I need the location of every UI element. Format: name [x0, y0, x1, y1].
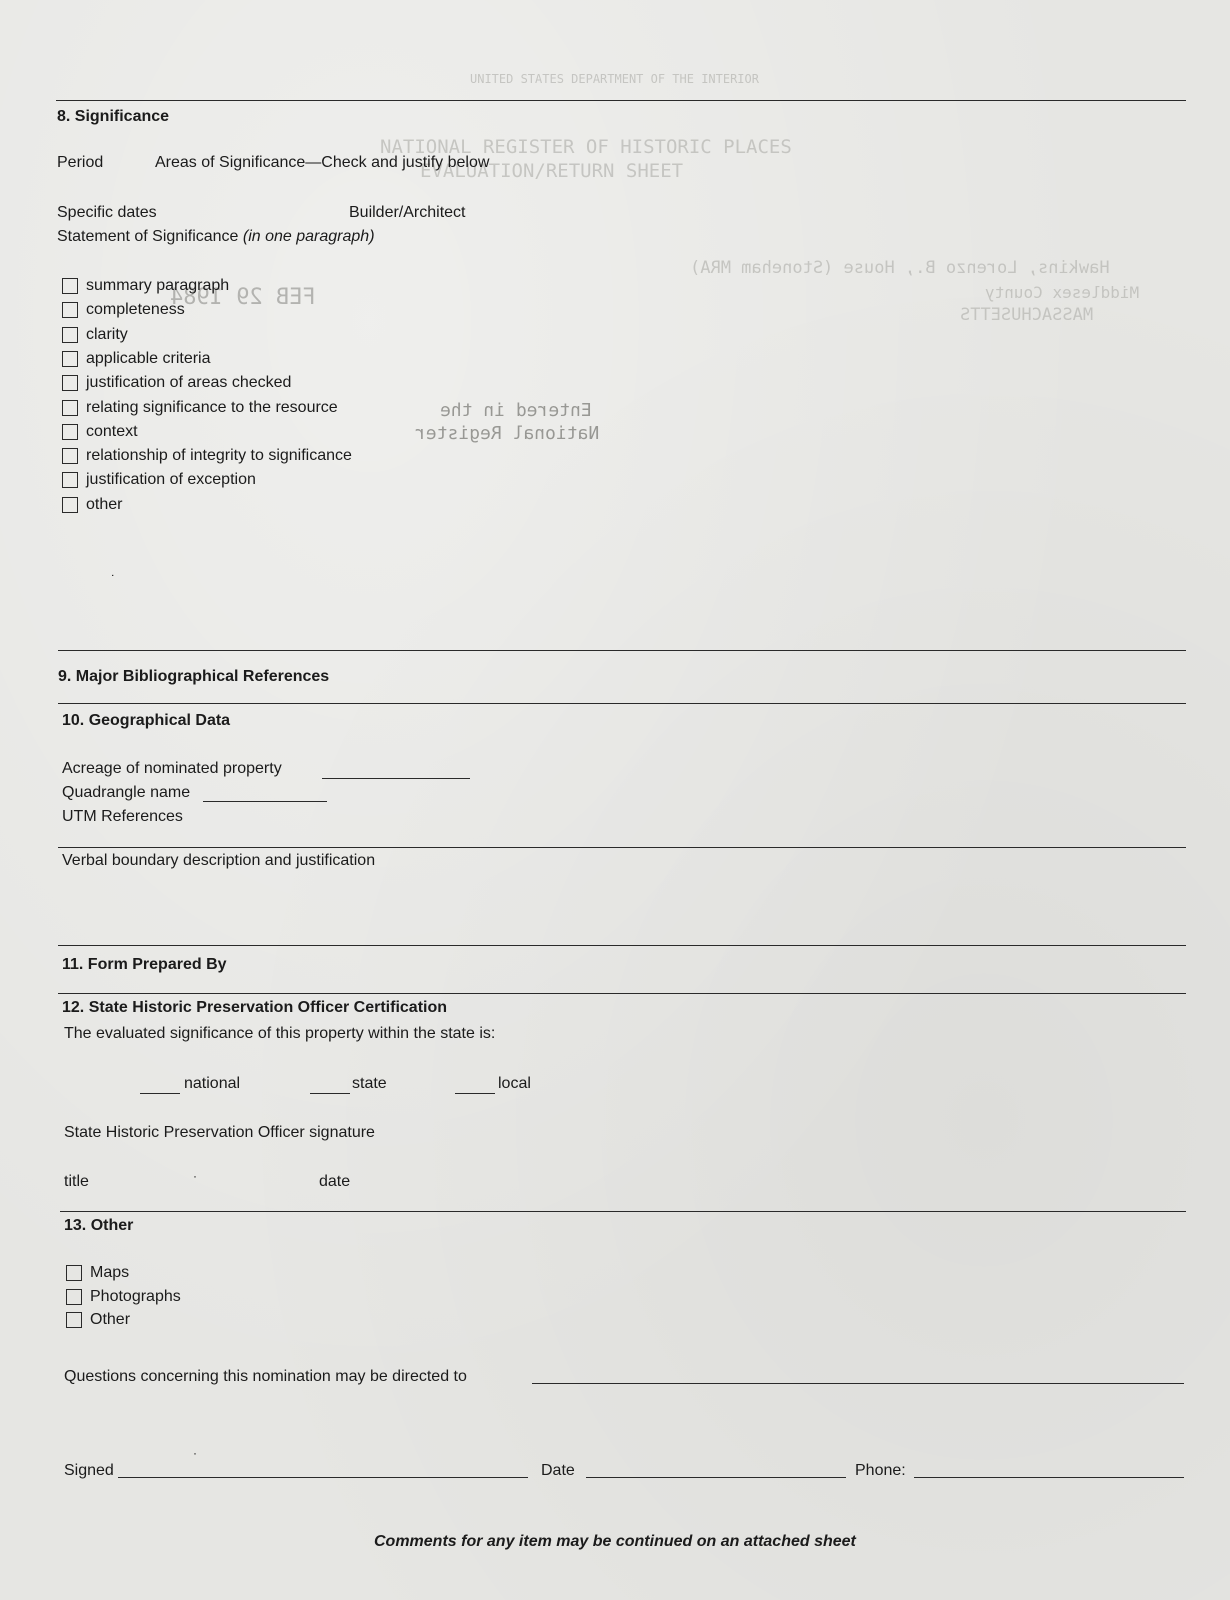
questions-field[interactable] — [532, 1383, 1184, 1384]
signed-field[interactable] — [118, 1477, 528, 1478]
other-checklist-item[interactable] — [66, 1288, 181, 1306]
statement-label — [57, 228, 375, 246]
checkbox[interactable] — [62, 375, 78, 391]
checkbox-label: context — [86, 422, 138, 440]
checkbox[interactable] — [66, 1312, 82, 1328]
bleed-through-line-3: EVALUATION/RETURN SHEET — [420, 160, 684, 182]
significance-checklist-item[interactable] — [62, 326, 128, 344]
checkbox[interactable] — [66, 1289, 82, 1305]
significance-checklist-item[interactable] — [62, 447, 352, 465]
register-stamp-line-1: Entered in the — [440, 400, 592, 421]
verbal-rule — [58, 847, 1186, 848]
local-label: local — [498, 1075, 531, 1092]
bleed-through-line-6: MASSACHUSETTS — [960, 305, 1094, 325]
checkbox-label: justification of areas checked — [86, 374, 292, 392]
section-9-title: 9. Major Bibliographical References — [58, 668, 330, 685]
national-blank[interactable] — [140, 1093, 180, 1094]
statement-note: (in one paragraph) — [242, 228, 375, 245]
evaluated-significance-text: The evaluated significance of this property within the state is: — [64, 1025, 496, 1042]
significance-checklist-item[interactable] — [62, 423, 138, 441]
checkbox[interactable] — [62, 327, 78, 343]
checkbox-label: Photographs — [90, 1287, 181, 1305]
section-13-rule — [60, 1211, 1186, 1212]
quadrangle-label: Quadrangle name — [62, 784, 191, 801]
checkbox[interactable] — [62, 302, 78, 318]
checkbox[interactable] — [62, 400, 78, 416]
checkbox-label: completeness — [86, 301, 185, 319]
section-11-title: 11. Form Prepared By — [62, 956, 227, 973]
stray-mark: ˙ — [111, 572, 116, 588]
title-label: title — [64, 1173, 89, 1190]
checkbox[interactable] — [62, 351, 78, 367]
significance-checklist-item[interactable] — [62, 374, 291, 392]
bleed-through-line-5: Middlesex County — [985, 283, 1140, 302]
local-blank[interactable] — [455, 1093, 495, 1094]
quadrangle-field[interactable] — [203, 801, 327, 802]
significance-checklist-item[interactable] — [62, 277, 229, 295]
areas-label: Areas of Significance—Check and justify below — [155, 154, 490, 171]
shpo-signature-label: State Historic Preservation Officer signature — [64, 1124, 375, 1141]
bleed-through-line-2: NATIONAL REGISTER OF HISTORIC PLACES — [380, 136, 792, 158]
questions-label: Questions concerning this nomination may be directed to — [64, 1368, 467, 1385]
checkbox[interactable] — [62, 472, 78, 488]
phone-field[interactable] — [914, 1477, 1184, 1478]
top-rule — [56, 100, 1186, 101]
statement-text: Statement of Significance — [57, 228, 239, 245]
significance-checklist-item[interactable] — [62, 350, 211, 368]
section-12-rule — [58, 993, 1186, 994]
date-field[interactable] — [586, 1477, 846, 1478]
checkbox-label: relationship of integrity to significance — [86, 447, 352, 465]
other-checklist-item[interactable] — [66, 1311, 130, 1329]
checkbox[interactable] — [62, 424, 78, 440]
section-8-title: 8. Significance — [57, 108, 170, 125]
checkbox[interactable] — [62, 448, 78, 464]
other-checklist-item[interactable] — [66, 1264, 129, 1282]
significance-checklist-item[interactable] — [62, 301, 185, 319]
period-label: Period — [57, 154, 104, 171]
section-9-rule — [58, 650, 1186, 651]
bleed-through-line-4: Hawkins, Lorenzo B., House (Stoneham MRA) — [690, 258, 1110, 278]
checkbox-label: other — [86, 495, 123, 513]
checkbox-label: relating significance to the resource — [86, 398, 338, 416]
checkbox[interactable] — [62, 497, 78, 513]
date-footer-label: Date — [541, 1462, 575, 1479]
specific-dates-label: Specific dates — [57, 204, 157, 221]
significance-checklist-item[interactable] — [62, 471, 256, 489]
checkbox-label: Maps — [90, 1264, 130, 1281]
bleed-through-line-1: UNITED STATES DEPARTMENT OF THE INTERIOR — [470, 72, 759, 86]
acreage-label: Acreage of nominated property — [62, 760, 282, 777]
section-13-title: 13. Other — [64, 1217, 134, 1234]
significance-checklist-item[interactable] — [62, 496, 122, 514]
signed-label: Signed — [64, 1462, 114, 1479]
state-blank[interactable] — [310, 1093, 350, 1094]
checkbox[interactable] — [62, 278, 78, 294]
checkbox[interactable] — [66, 1265, 82, 1281]
section-10-title: 10. Geographical Data — [62, 712, 231, 729]
checkbox-label: applicable criteria — [86, 349, 211, 367]
acreage-field[interactable] — [322, 778, 470, 779]
utm-label: UTM References — [62, 808, 183, 825]
checkbox-label: justification of exception — [86, 471, 256, 489]
verbal-boundary-label: Verbal boundary description and justification — [62, 852, 376, 869]
register-stamp-line-2: National Register — [415, 423, 600, 444]
checkbox-label: Other — [90, 1311, 131, 1328]
phone-label: Phone: — [855, 1462, 906, 1479]
state-label: state — [352, 1075, 387, 1092]
date-label: date — [319, 1173, 351, 1190]
significance-checklist-item[interactable] — [62, 399, 338, 417]
builder-architect-label: Builder/Architect — [349, 204, 466, 221]
footer-note: Comments for any item may be continued on an attached sheet — [374, 1533, 856, 1550]
stray-dot: · — [193, 1169, 197, 1183]
section-12-title: 12. State Historic Preservation Officer Certification — [62, 999, 448, 1016]
checkbox-label: clarity — [86, 325, 128, 343]
date-stamp: FEB 29 1984 — [170, 285, 316, 310]
section-11-rule — [58, 945, 1186, 946]
section-10-rule — [58, 703, 1186, 704]
stray-dot-2: · — [193, 1446, 197, 1460]
national-label: national — [184, 1075, 241, 1092]
checkbox-label: summary paragraph — [86, 277, 230, 294]
